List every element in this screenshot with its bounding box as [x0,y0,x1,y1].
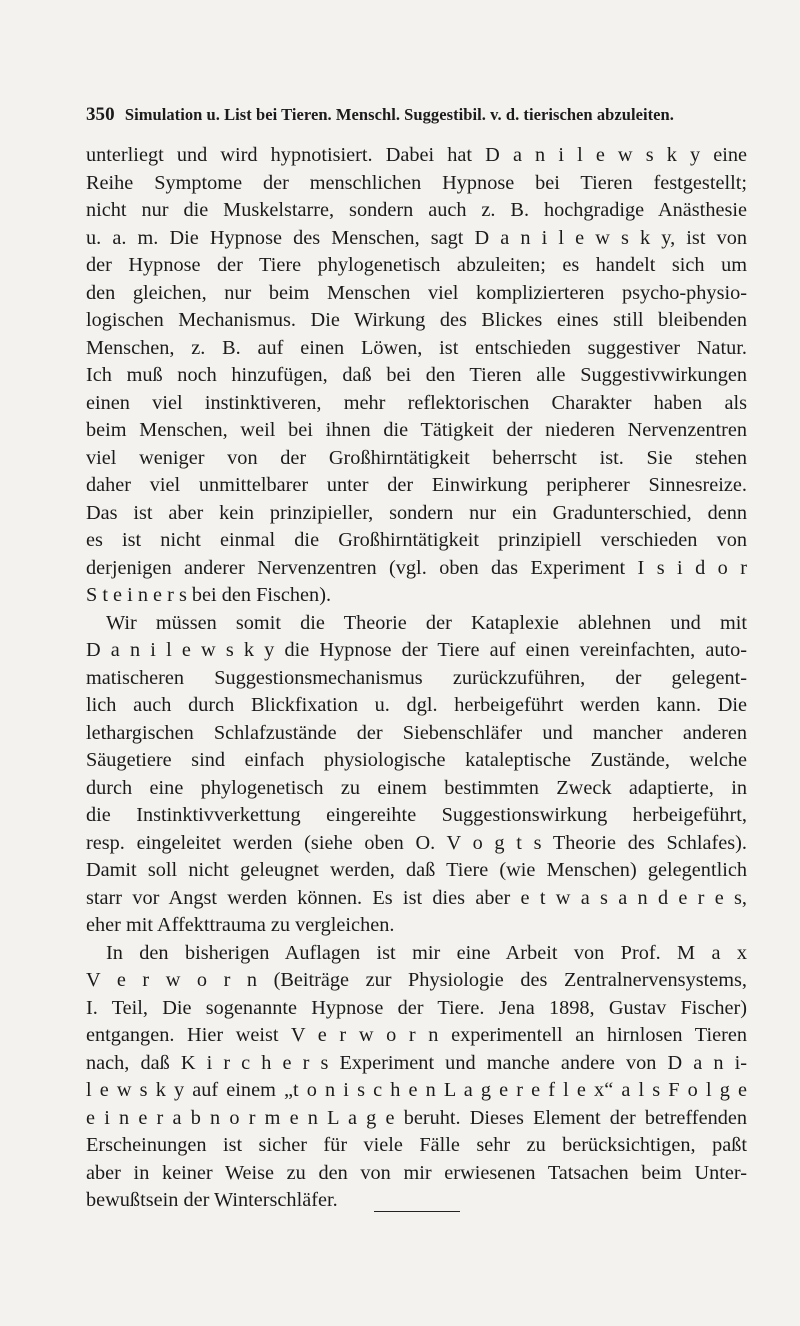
text-line: daher viel unmittelbarer unter der Einwirkung peripherer Sinnesreize. [86,474,747,496]
text-line: Das ist aber kein prinzipieller, sondern nur ein Gradunterschied, denn [86,501,747,524]
text-line: aber in keiner Weise zu den von mir erwiesenen Tatsachen beim Unter- [86,1161,747,1184]
text-line: nach, daß K i r c h e r s Experiment und manche andere von D a n i- [86,1051,747,1074]
text-line: l e w s k y auf einem „t o n i s c h e n L a g e r e f l e x“ a l s F o l g e [86,1079,747,1101]
text-line: Ich muß noch hinzufügen, daß bei den Tieren alle Suggestivwirkungen [86,364,747,386]
text-line: die Instinktivverkettung eingereihte Suggestionswirkung herbeigeführt, [86,804,747,826]
text-line: logischen Mechanismus. Die Wirkung des Blickes eines still bleibenden [86,309,747,331]
text-line: durch eine phylogenetisch zu einem bestimmten Zweck adaptierte, in [86,776,747,799]
text-line: bewußtsein der Winterschläfer. [86,1189,338,1211]
text-line: I. Teil, Die sogenannte Hypnose der Tiere. Jena 1898, Gustav Fischer) [86,996,747,1019]
text-line: Erscheinungen ist sicher für viele Fälle sehr zu berücksichtigen, paßt [86,1134,747,1156]
paragraph [86,610,747,940]
text-line: beim Menschen, weil bei ihnen die Tätigkeit der niederen Nervenzentren [86,419,747,441]
text-line: eher mit Affekttrauma zu vergleichen. [86,914,395,936]
text-line: entgangen. Hier weist V e r w o r n experimentell an hirnlosen Tieren [86,1024,747,1046]
text-line: V e r w o r n (Beiträge zur Physiologie des Zentralnervensystems, [86,969,747,991]
text-line: Wir müssen somit die Theorie der Kataplexie ablehnen und mit [106,611,747,634]
text-line: Menschen, z. B. auf einen Löwen, ist entschieden suggestiver Natur. [86,336,747,359]
paragraph [86,142,747,610]
text-line: viel weniger von der Großhirntätigkeit beherrscht ist. Sie stehen [86,446,747,469]
text-line: derjenigen anderer Nervenzentren (vgl. oben das Experiment I s i d o r [86,556,747,579]
text-line: matischeren Suggestionsmechanismus zurückzuführen, der gelegent- [86,666,747,689]
paragraph [86,940,747,1215]
text-line: starr vor Angst werden können. Es ist dies aber e t w a s a n d e r e s, [86,886,747,909]
text-line: In den bisherigen Auflagen ist mir eine Arbeit von Prof. M a x [106,941,747,964]
text-line: Säugetiere sind einfach physiologische kataleptische Zustände, welche [86,749,747,771]
text-line: S t e i n e r s bei den Fischen). [86,584,332,606]
text-line: resp. eingeleitet werden (siehe oben O. V o g t s Theorie des Schlafes). [86,831,747,854]
text-line: einen viel instinktiveren, mehr reflektorischen Charakter haben als [86,391,747,414]
text-line: Damit soll nicht geleugnet werden, daß Tiere (wie Menschen) gelegentlich [86,859,747,881]
text-line: lich auch durch Blickfixation u. dgl. herbeigeführt werden kann. Die [86,694,747,716]
text-line: e i n e r a b n o r m e n L a g e beruht. Dieses Element der betreffenden [86,1106,747,1129]
text-line: den gleichen, nur beim Menschen viel komplizierteren psycho-physio- [86,281,747,304]
footnote-rule [374,1211,460,1212]
running-title: Simulation u. List bei Tieren. Menschl. Suggestibil. v. d. tierischen abzuleiten. [124,105,674,124]
text-line: es ist nicht einmal die Großhirntätigkeit prinzipiell verschieden von [86,529,747,551]
running-header [86,104,746,126]
text-line: nicht nur die Muskelstarre, sondern auch z. B. hochgradige Anästhesie [86,199,747,221]
text-line: u. a. m. Die Hypnose des Menschen, sagt D a n i l e w s k y, ist von [86,226,747,249]
text-line: unterliegt und wird hypnotisiert. Dabei hat D a n i l e w s k y eine [86,144,747,166]
body-text [86,142,747,1215]
text-line: lethargischen Schlafzustände der Siebenschläfer und mancher anderen [86,721,747,744]
text-line: D a n i l e w s k y die Hypnose der Tiere auf einen vereinfachten, auto- [86,639,747,661]
text-line: der Hypnose der Tiere phylogenetisch abzuleiten; es handelt sich um [86,254,747,276]
page-number: 350 [86,104,115,125]
text-line: Reihe Symptome der menschlichen Hypnose bei Tieren festgestellt; [86,171,747,194]
